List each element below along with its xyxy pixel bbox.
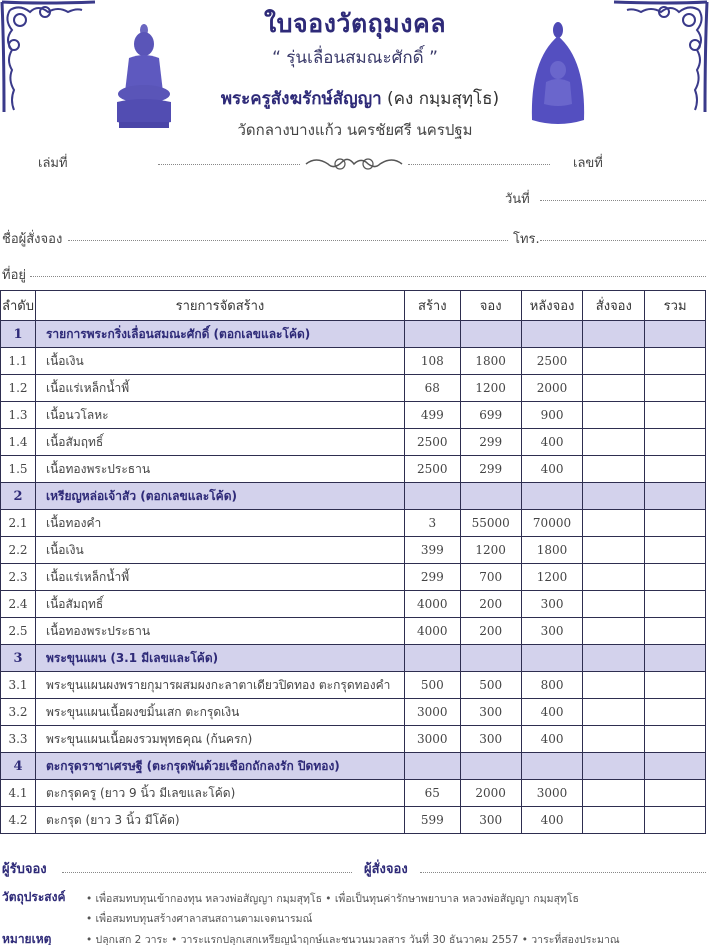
item-order-qty-input[interactable]	[583, 510, 645, 537]
item-built: 299	[404, 564, 460, 591]
item-booking-price: 200	[460, 591, 521, 618]
item-after-booking-price: 900	[521, 402, 583, 429]
note-line-1: • ปลุกเสก 2 วาระ • วาระแรกปลุกเสกเหรียญนำฤกษ์และชนวนมวลสาร วันที่ 30 ธันวาคม 2557 • วาระที่สองประมาณ	[86, 934, 620, 945]
item-built: 65	[404, 780, 460, 807]
item-after-booking-price: 300	[521, 591, 583, 618]
col-header-order: สั่งจอง	[583, 291, 645, 321]
item-after-booking-price: 300	[521, 618, 583, 645]
item-total-input[interactable]	[645, 726, 706, 753]
group-cell-total	[645, 645, 706, 672]
phone-field[interactable]	[540, 240, 706, 241]
item-total-input[interactable]	[645, 348, 706, 375]
orderer-label: ผู้สั่งจอง	[364, 862, 408, 877]
col-header-booking: จอง	[460, 291, 521, 321]
item-booking-price: 1200	[460, 537, 521, 564]
table-row	[1, 591, 706, 618]
item-total-input[interactable]	[645, 618, 706, 645]
table-row	[1, 375, 706, 402]
item-built: 599	[404, 807, 460, 834]
item-built: 3000	[404, 699, 460, 726]
group-row	[1, 645, 706, 672]
item-no: 2.4	[1, 591, 36, 618]
item-no: 2.1	[1, 510, 36, 537]
item-booking-price: 300	[460, 699, 521, 726]
group-cell-total	[645, 321, 706, 348]
item-built: 2500	[404, 456, 460, 483]
item-total-input[interactable]	[645, 591, 706, 618]
date-label: วันที่	[505, 192, 530, 207]
group-row	[1, 753, 706, 780]
item-order-qty-input[interactable]	[583, 699, 645, 726]
item-booking-price: 1800	[460, 348, 521, 375]
item-booking-price: 300	[460, 807, 521, 834]
group-no: 4	[1, 753, 36, 780]
item-after-booking-price: 400	[521, 807, 583, 834]
orderer-field[interactable]	[420, 872, 706, 873]
group-title: รายการพระกริ่งเลื่อนสมณะศักดิ์ (ตอกเลขและโค้ด)	[35, 321, 404, 348]
table-row	[1, 807, 706, 834]
item-booking-price: 700	[460, 564, 521, 591]
item-desc: เนื้อเงิน	[35, 537, 404, 564]
temple-name: วัดกลางบางแก้ว นครชัยศรี นครปฐม	[237, 121, 473, 139]
table-row	[1, 510, 706, 537]
item-built: 4000	[404, 591, 460, 618]
item-built: 108	[404, 348, 460, 375]
table-row	[1, 429, 706, 456]
item-no: 3.2	[1, 699, 36, 726]
item-desc: ตะกรุด (ยาว 3 นิ้ว มีโค้ด)	[35, 807, 404, 834]
item-total-input[interactable]	[645, 807, 706, 834]
item-total-input[interactable]	[645, 672, 706, 699]
item-built: 4000	[404, 618, 460, 645]
item-order-qty-input[interactable]	[583, 591, 645, 618]
item-desc: เนื้อทองคำ	[35, 510, 404, 537]
address-field[interactable]	[30, 276, 706, 277]
corner-ornament-right-icon	[609, 0, 709, 115]
item-desc: พระขุนแผนผงพรายกุมารผสมผงกะลาตาเดียวปิดทอง ตะกรุดทองคำ	[35, 672, 404, 699]
item-after-booking-price: 400	[521, 726, 583, 753]
item-total-input[interactable]	[645, 510, 706, 537]
group-cell-after	[521, 483, 583, 510]
table-row	[1, 699, 706, 726]
col-header-item: รายการจัดสร้าง	[35, 291, 404, 321]
item-booking-price: 299	[460, 429, 521, 456]
table-row	[1, 456, 706, 483]
item-booking-price: 200	[460, 618, 521, 645]
item-total-input[interactable]	[645, 402, 706, 429]
group-no: 3	[1, 645, 36, 672]
item-no: 3.3	[1, 726, 36, 753]
item-desc: เนื้อสัมฤทธิ์	[35, 591, 404, 618]
table-row	[1, 618, 706, 645]
item-order-qty-input[interactable]	[583, 618, 645, 645]
book-no-field[interactable]	[158, 164, 300, 165]
address-label: ที่อยู่	[2, 268, 26, 283]
group-cell-booking	[460, 321, 521, 348]
item-built: 3	[404, 510, 460, 537]
item-desc: ตะกรุดครู (ยาว 9 นิ้ว มีเลขและโค้ด)	[35, 780, 404, 807]
item-order-qty-input[interactable]	[583, 429, 645, 456]
item-desc: เนื้อเงิน	[35, 348, 404, 375]
item-order-qty-input[interactable]	[583, 348, 645, 375]
item-booking-price: 300	[460, 726, 521, 753]
group-cell-order	[583, 321, 645, 348]
item-order-qty-input[interactable]	[583, 537, 645, 564]
table-header-row	[1, 291, 706, 321]
group-title: เหรียญหล่อเจ้าสัว (ตอกเลขและโค้ด)	[35, 483, 404, 510]
item-total-input[interactable]	[645, 780, 706, 807]
receiver-field[interactable]	[62, 872, 352, 873]
item-desc: เนื้อแร่เหล็กน้ำพี้	[35, 564, 404, 591]
date-field[interactable]	[540, 200, 706, 201]
item-no: 4.2	[1, 807, 36, 834]
edition-subtitle: “ รุ่นเลื่อนสมณะศักดิ์ ”	[272, 48, 438, 68]
corner-ornament-left-icon	[0, 0, 100, 115]
group-cell-after	[521, 645, 583, 672]
col-header-built: สร้าง	[404, 291, 460, 321]
item-order-qty-input[interactable]	[583, 780, 645, 807]
buddha-statue-image	[113, 22, 175, 130]
table-row	[1, 402, 706, 429]
group-no: 2	[1, 483, 36, 510]
item-after-booking-price: 3000	[521, 780, 583, 807]
item-desc: เนื้อนวโลหะ	[35, 402, 404, 429]
group-cell-after	[521, 753, 583, 780]
receiver-label: ผู้รับจอง	[2, 862, 47, 877]
item-no: 2.2	[1, 537, 36, 564]
table-row	[1, 780, 706, 807]
item-desc: เนื้อสัมฤทธิ์	[35, 429, 404, 456]
group-cell-total	[645, 753, 706, 780]
book-no-field-2[interactable]	[408, 164, 550, 165]
purpose-label: วัตถุประสงค์	[2, 890, 66, 904]
group-title: ตะกรุดราชาเศรษฐี (ตะกรุดพันด้วยเชือกถักลงรัก ปิดทอง)	[35, 753, 404, 780]
group-row	[1, 483, 706, 510]
group-cell-built	[404, 753, 460, 780]
item-booking-price: 299	[460, 456, 521, 483]
item-order-qty-input[interactable]	[583, 807, 645, 834]
divider-flourish-icon	[302, 154, 406, 174]
item-after-booking-price: 2000	[521, 375, 583, 402]
item-order-qty-input[interactable]	[583, 375, 645, 402]
item-built: 2500	[404, 429, 460, 456]
item-no: 4.1	[1, 780, 36, 807]
col-header-no: ลำดับ	[1, 291, 36, 321]
name-field[interactable]	[68, 240, 508, 241]
item-no: 1.3	[1, 402, 36, 429]
item-total-input[interactable]	[645, 699, 706, 726]
item-after-booking-price: 400	[521, 429, 583, 456]
item-desc: พระขุนแผนเนื้อผงขมิ้นเสก ตะกรุดเงิน	[35, 699, 404, 726]
item-no: 1.5	[1, 456, 36, 483]
item-booking-price: 2000	[460, 780, 521, 807]
item-no: 1.1	[1, 348, 36, 375]
item-after-booking-price: 70000	[521, 510, 583, 537]
item-no: 2.5	[1, 618, 36, 645]
group-row	[1, 321, 706, 348]
item-built: 68	[404, 375, 460, 402]
item-booking-price: 1200	[460, 375, 521, 402]
item-total-input[interactable]	[645, 456, 706, 483]
item-order-qty-input[interactable]	[583, 564, 645, 591]
item-after-booking-price: 800	[521, 672, 583, 699]
item-booking-price: 500	[460, 672, 521, 699]
item-total-input[interactable]	[645, 375, 706, 402]
table-row	[1, 537, 706, 564]
item-booking-price: 699	[460, 402, 521, 429]
item-desc: เนื้อแร่เหล็กน้ำพี้	[35, 375, 404, 402]
group-no: 1	[1, 321, 36, 348]
group-cell-order	[583, 645, 645, 672]
phone-label: โทร.	[513, 232, 540, 247]
group-cell-booking	[460, 753, 521, 780]
purpose-line-1: • เพื่อสมทบทุนเข้ากองทุน หลวงพ่อสัญญา กมฺมสุทฺโธ • เพื่อเป็นทุนค่ารักษาพยาบาล หลวงพ่อสัญญา กมฺมสุทฺโธ	[86, 893, 579, 905]
group-cell-built	[404, 321, 460, 348]
form-title: ใบจองวัตถุมงคล	[263, 9, 447, 38]
item-after-booking-price: 1200	[521, 564, 583, 591]
item-no: 3.1	[1, 672, 36, 699]
item-built: 3000	[404, 726, 460, 753]
name-label: ชื่อผู้สั่งจอง	[2, 232, 63, 247]
group-cell-built	[404, 483, 460, 510]
item-total-input[interactable]	[645, 429, 706, 456]
table-row	[1, 672, 706, 699]
item-no: 1.4	[1, 429, 36, 456]
group-cell-booking	[460, 483, 521, 510]
items-table	[0, 290, 706, 834]
group-title: พระขุนแผน (3.1 มีเลขและโค้ด)	[35, 645, 404, 672]
item-order-qty-input[interactable]	[583, 402, 645, 429]
book-no-label: เล่มที่	[38, 156, 68, 171]
group-cell-after	[521, 321, 583, 348]
group-cell-booking	[460, 645, 521, 672]
item-desc: พระขุนแผนเนื้อผงรวมพุทธคุณ (ก้นครก)	[35, 726, 404, 753]
group-cell-built	[404, 645, 460, 672]
monk-name: (คง กมฺมสุทฺโธ)	[387, 89, 500, 109]
item-built: 500	[404, 672, 460, 699]
monk-name-line	[170, 85, 550, 112]
item-after-booking-price: 400	[521, 456, 583, 483]
group-cell-order	[583, 753, 645, 780]
item-after-booking-price: 1800	[521, 537, 583, 564]
item-built: 499	[404, 402, 460, 429]
item-desc: เนื้อทองพระประธาน	[35, 456, 404, 483]
monk-title: พระครูสังฆรักษ์สัญญา	[220, 89, 382, 109]
purpose-line-2: • เพื่อสมทบทุนสร้างศาลาสนสถานตามเจตนารมณ์	[86, 913, 313, 925]
number-label: เลขที่	[573, 156, 603, 171]
item-order-qty-input[interactable]	[583, 726, 645, 753]
item-total-input[interactable]	[645, 564, 706, 591]
item-no: 1.2	[1, 375, 36, 402]
table-row	[1, 564, 706, 591]
table-row	[1, 726, 706, 753]
col-header-after-booking: หลังจอง	[521, 291, 583, 321]
item-after-booking-price: 400	[521, 699, 583, 726]
item-order-qty-input[interactable]	[583, 672, 645, 699]
item-order-qty-input[interactable]	[583, 456, 645, 483]
item-no: 2.3	[1, 564, 36, 591]
group-cell-order	[583, 483, 645, 510]
item-built: 399	[404, 537, 460, 564]
item-total-input[interactable]	[645, 537, 706, 564]
item-desc: เนื้อทองพระประธาน	[35, 618, 404, 645]
note-label: หมายเหตุ	[2, 932, 52, 945]
group-cell-total	[645, 483, 706, 510]
item-after-booking-price: 2500	[521, 348, 583, 375]
item-booking-price: 55000	[460, 510, 521, 537]
table-row	[1, 348, 706, 375]
col-header-total: รวม	[645, 291, 706, 321]
